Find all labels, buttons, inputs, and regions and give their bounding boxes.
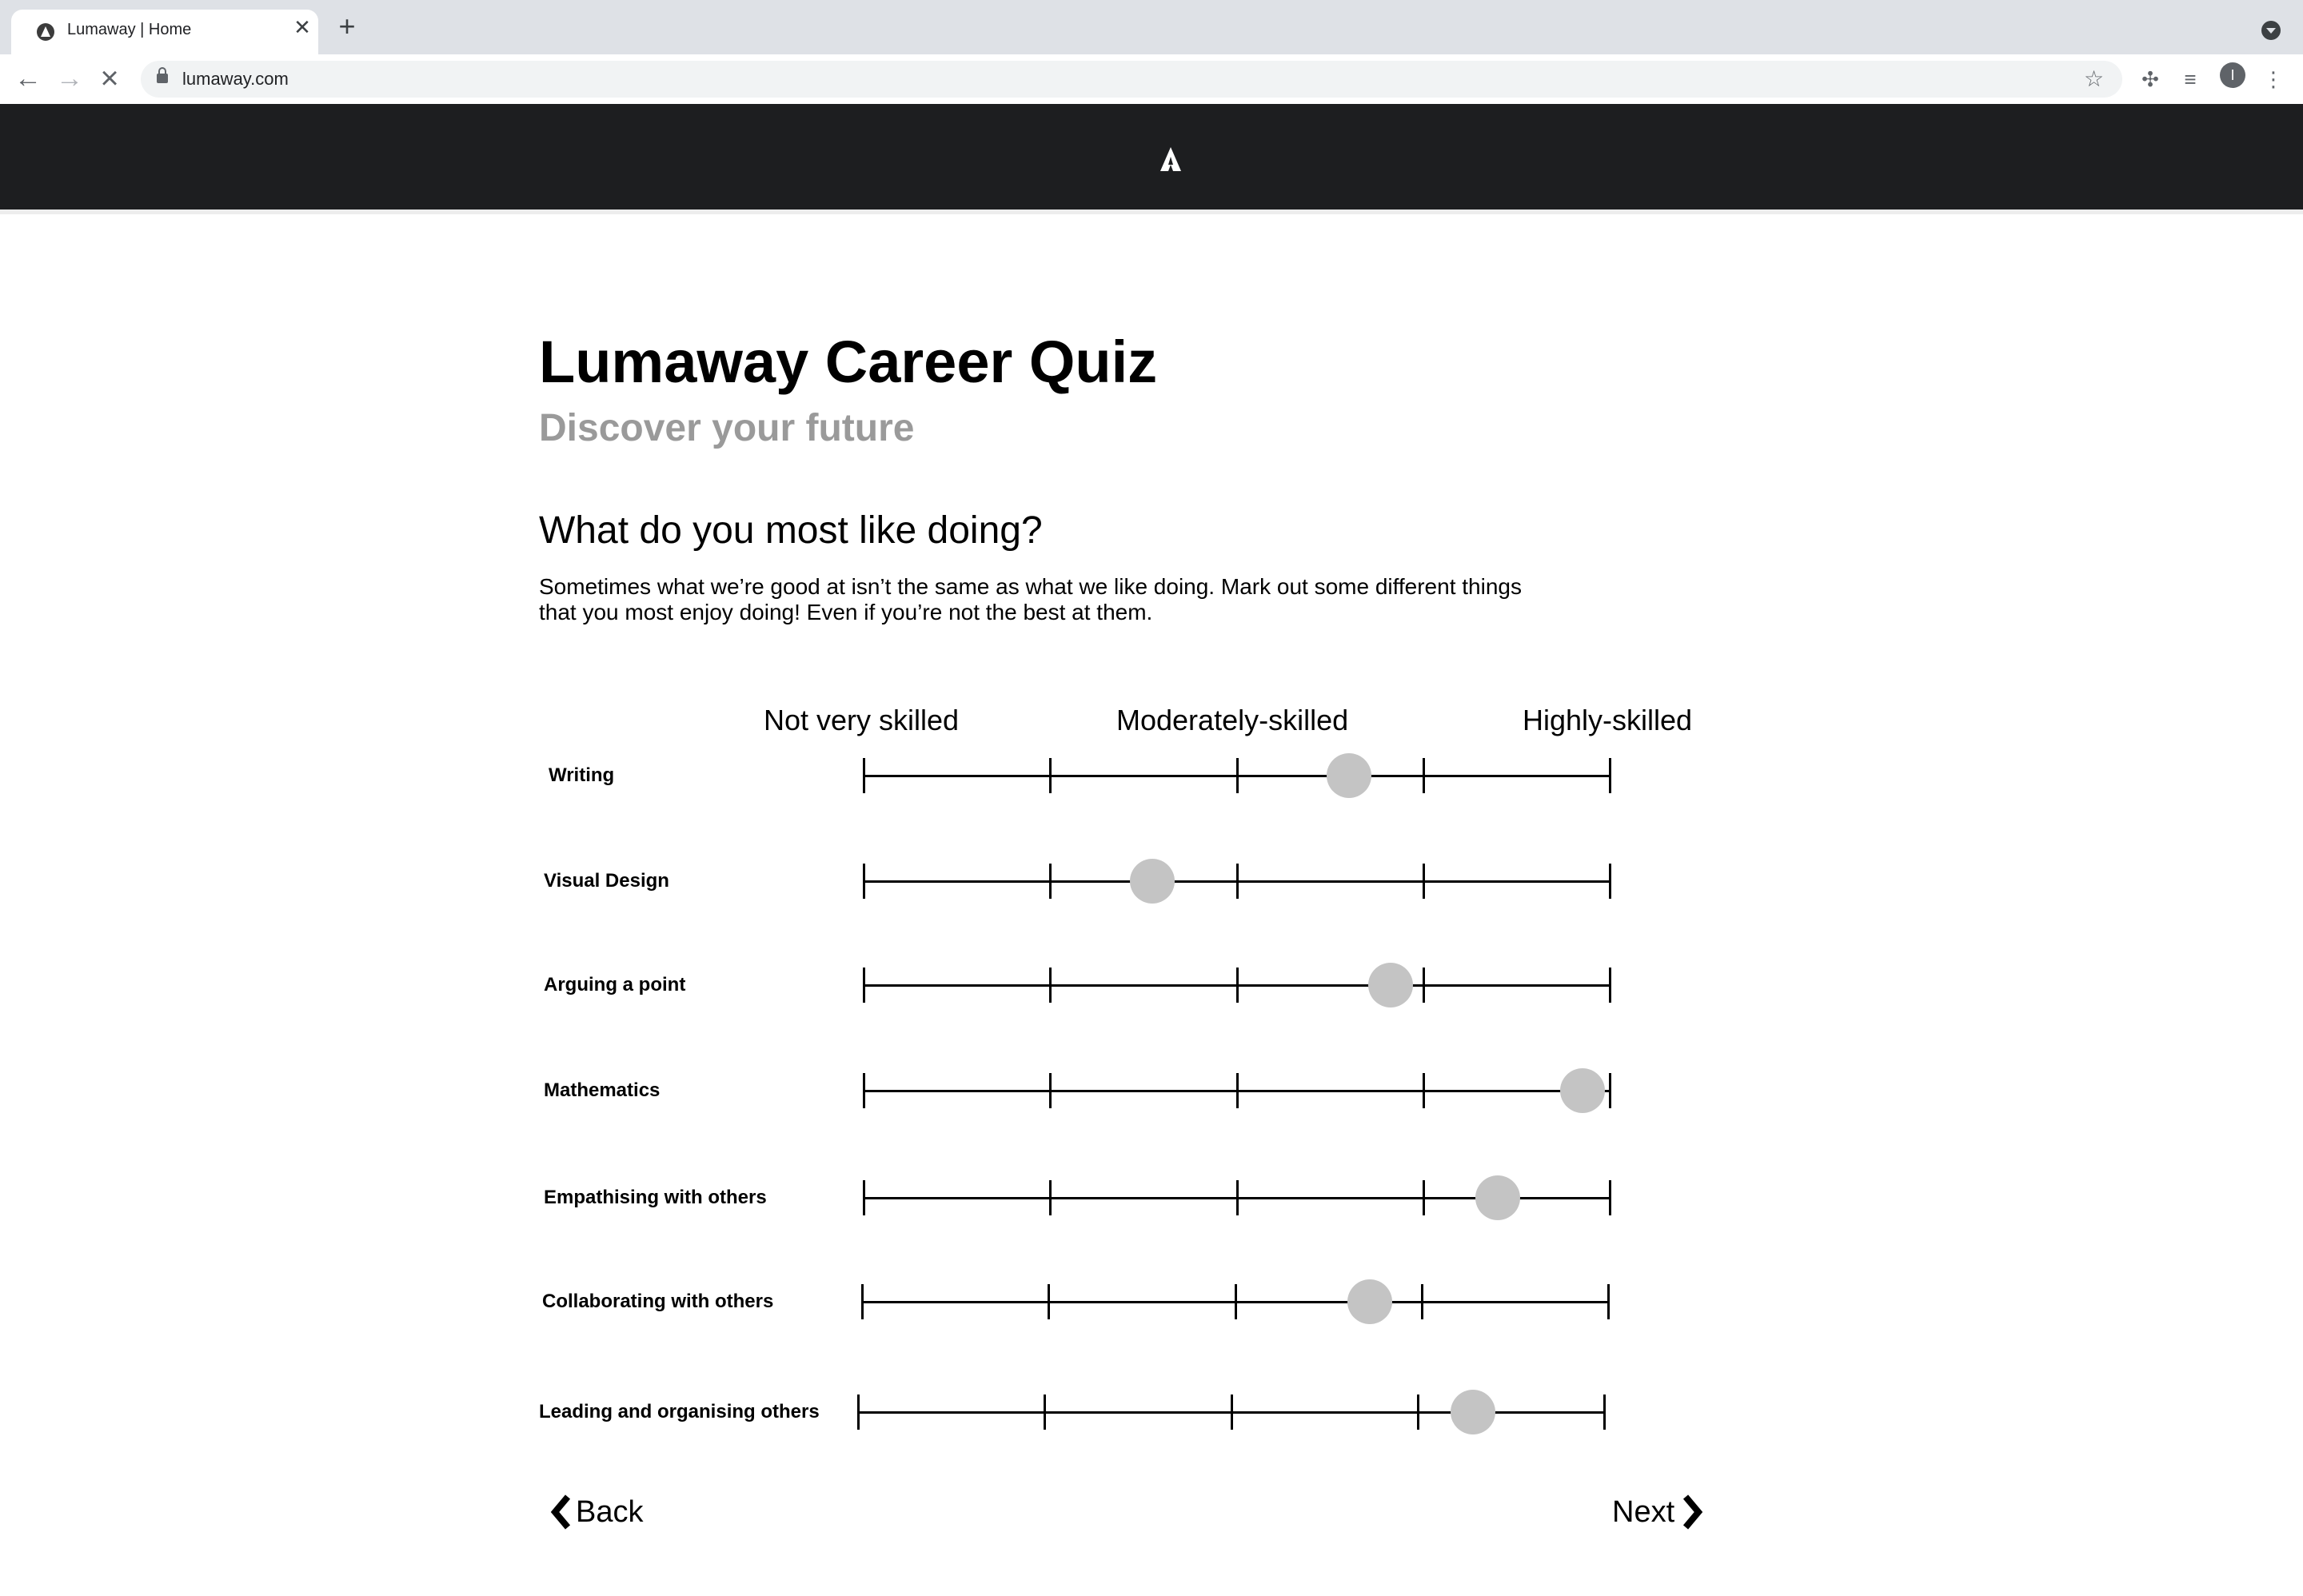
slider-tick <box>1236 968 1239 1003</box>
slider-tick <box>1049 758 1052 793</box>
skill-slider-track[interactable] <box>861 1284 1610 1319</box>
chevron-right-icon <box>1681 1494 1705 1530</box>
slider-tick <box>1421 1284 1423 1319</box>
slider-tick <box>1417 1395 1419 1430</box>
skill-row <box>0 1073 2303 1121</box>
slider-tick <box>861 1284 864 1319</box>
slider-tick <box>1609 758 1611 793</box>
slider-tick <box>1609 1073 1611 1108</box>
skill-row <box>0 1180 2303 1228</box>
address-bar[interactable] <box>141 61 2122 98</box>
skill-slider-track[interactable] <box>863 758 1611 793</box>
slider-tick <box>863 1180 865 1215</box>
slider-knob[interactable] <box>1368 963 1413 1007</box>
skill-label: Mathematics <box>544 1079 661 1101</box>
url-text[interactable]: lumaway.com <box>182 69 289 89</box>
forward-arrow-icon[interactable]: → <box>56 63 83 94</box>
question-description: Sometimes what we’re good at isn’t the same as what we like doing. Mark out some different things that you most enjoy doing! Even if you’re not the best at them. <box>539 574 1522 624</box>
slider-tick <box>1603 1395 1606 1430</box>
slider-tick <box>1423 864 1425 899</box>
slider-tick <box>857 1395 860 1430</box>
header-divider <box>0 209 2303 214</box>
skill-label: Empathising with others <box>544 1187 767 1208</box>
skill-label: Writing <box>549 764 615 786</box>
favicon-icon <box>37 23 54 41</box>
slider-tick <box>1609 864 1611 899</box>
slider-tick <box>1049 864 1052 899</box>
slider-knob[interactable] <box>1327 753 1371 798</box>
tab-close-icon[interactable]: ✕ <box>293 15 311 39</box>
slider-tick <box>1049 968 1052 1003</box>
slider-tick <box>1235 1284 1237 1319</box>
site-header <box>0 104 2303 209</box>
slider-tick <box>1236 758 1239 793</box>
skill-label: Visual Design <box>544 870 669 892</box>
slider-tick <box>1423 1180 1425 1215</box>
slider-tick <box>1236 1073 1239 1108</box>
tab-title: Lumaway | Home <box>67 21 192 38</box>
question-heading: What do you most like doing? <box>539 509 1043 552</box>
browser-tab[interactable] <box>11 10 318 54</box>
slider-tick <box>863 864 865 899</box>
slider-tick <box>863 968 865 1003</box>
skill-slider-track[interactable] <box>857 1395 1606 1430</box>
skill-row <box>0 864 2303 912</box>
slider-knob[interactable] <box>1347 1279 1392 1324</box>
skill-row <box>0 758 2303 806</box>
chevron-left-icon <box>549 1494 573 1530</box>
back-button[interactable] <box>549 1494 643 1530</box>
scale-label-mid: Moderately-skilled <box>1116 704 1349 736</box>
skill-label: Arguing a point <box>544 974 686 996</box>
next-label: Next <box>1612 1494 1675 1529</box>
new-tab-button[interactable]: + <box>338 10 356 42</box>
scale-label-high: Highly-skilled <box>1523 704 1693 736</box>
slider-tick <box>1609 968 1611 1003</box>
skill-slider-track[interactable] <box>863 864 1611 899</box>
skill-label: Collaborating with others <box>542 1291 774 1312</box>
slider-tick <box>1048 1284 1050 1319</box>
skill-slider-track[interactable] <box>863 1073 1611 1108</box>
slider-tick <box>863 1073 865 1108</box>
scale-label-low: Not very skilled <box>764 704 960 736</box>
slider-tick <box>1423 758 1425 793</box>
slider-knob[interactable] <box>1475 1175 1520 1220</box>
extensions-puzzle-icon[interactable]: ✣ <box>2141 67 2159 91</box>
lumaway-logo-icon[interactable] <box>1160 147 1181 171</box>
slider-tick <box>1044 1395 1046 1430</box>
skill-row <box>0 1395 2303 1442</box>
profile-avatar[interactable]: I <box>2220 62 2245 88</box>
media-control-icon[interactable]: ≡ <box>2184 67 2197 91</box>
slider-tick <box>1423 968 1425 1003</box>
back-arrow-icon[interactable]: ← <box>14 63 42 94</box>
tab-search-icon[interactable] <box>2261 21 2281 40</box>
skill-row <box>0 968 2303 1015</box>
slider-tick <box>1236 1180 1239 1215</box>
bookmark-star-icon[interactable]: ☆ <box>2084 66 2105 91</box>
slider-tick <box>1607 1284 1610 1319</box>
slider-tick <box>1609 1180 1611 1215</box>
slider-knob[interactable] <box>1130 859 1175 904</box>
lock-icon <box>157 74 168 83</box>
skill-label: Leading and organising others <box>539 1401 820 1422</box>
slider-tick <box>1049 1073 1052 1108</box>
browser-toolbar <box>0 54 2303 105</box>
stop-loading-icon[interactable]: × <box>100 61 119 96</box>
slider-tick <box>1049 1180 1052 1215</box>
skill-slider-track[interactable] <box>863 1180 1611 1215</box>
next-button[interactable] <box>1612 1494 1705 1530</box>
back-label: Back <box>576 1494 644 1529</box>
slider-tick <box>1236 864 1239 899</box>
kebab-menu-icon[interactable]: ⋮ <box>2263 67 2284 91</box>
page-title: Lumaway Career Quiz <box>539 329 1158 395</box>
skill-row <box>0 1284 2303 1332</box>
slider-tick <box>1231 1395 1233 1430</box>
slider-tick <box>863 758 865 793</box>
page-subtitle: Discover your future <box>539 407 915 449</box>
skill-slider-track[interactable] <box>863 968 1611 1003</box>
slider-knob[interactable] <box>1560 1068 1605 1113</box>
slider-tick <box>1423 1073 1425 1108</box>
browser-tabstrip <box>0 0 2303 54</box>
slider-knob[interactable] <box>1451 1390 1495 1434</box>
